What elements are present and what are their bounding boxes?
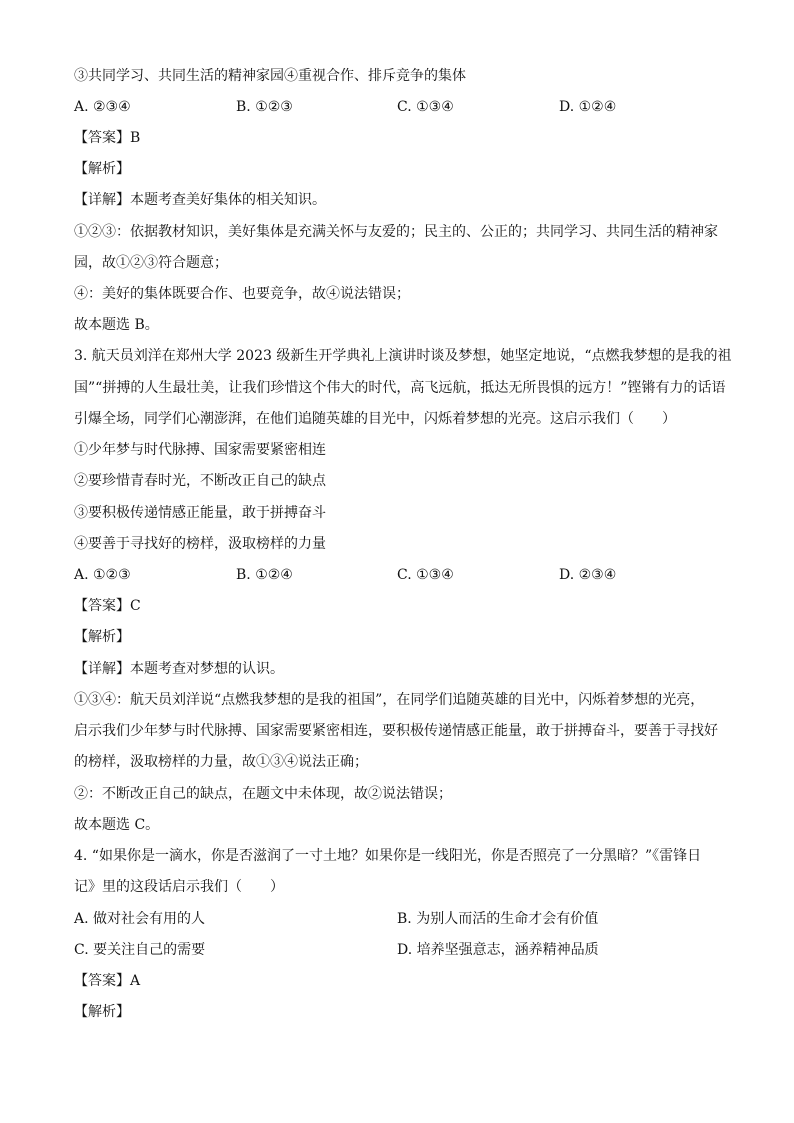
q3-explanation-line: 启示我们少年梦与时代脉搏、国家需要紧密相连，要积极传递情感正能量，敢于拼搏奋斗，要善于寻找好 (74, 723, 718, 739)
q3-option-d: D. ②③④ (559, 567, 617, 583)
q3-statement-1: ①少年梦与时代脉搏、国家需要紧密相连 (74, 442, 326, 458)
q4-stem-line: 4. “如果你是一滴水，你是否滋润了一寸土地？如果你是一线阳光，你是否照亮了一分黑暗？”《雷锋日 (74, 848, 702, 864)
q2-analysis-heading: 【解析】 (74, 161, 130, 177)
q3-stem-line: 引爆全场，同学们心潮澎湃，在他们追随英雄的目光中，闪烁着梦想的光亮。这启示我们（ ） (74, 411, 676, 427)
q4-option-d: D. 培养坚强意志，涵养精神品质 (397, 942, 599, 958)
q2-option-a: A. ②③④ (74, 99, 131, 115)
q3-conclusion: 故本题选 C。 (74, 817, 160, 833)
q4-analysis-heading: 【解析】 (74, 1004, 130, 1020)
q2-explanation-line: ④：美好的集体既要合作、也要竞争，故④说法错误； (74, 286, 410, 302)
q3-stem-line: 国”“拼搏的人生最壮美，让我们珍惜这个伟大的时代，高飞远航，抵达无所畏惧的远方！”铿锵有力的话语 (74, 380, 726, 396)
q3-statement-3: ③要积极传递情感正能量，敢于拼搏奋斗 (74, 505, 326, 521)
q2-explanation-line: 园，故①②③符合题意； (74, 255, 228, 271)
q2-option-d: D. ①②④ (559, 99, 617, 115)
q4-answer: 【答案】A (74, 973, 141, 989)
q4-option-b: B. 为别人而活的生命才会有价值 (397, 911, 599, 927)
q3-statement-4: ④要善于寻找好的榜样，汲取榜样的力量 (74, 536, 326, 552)
q3-explanation-line: ②：不断改正自己的缺点，在题文中未体现，故②说法错误； (74, 786, 452, 802)
q2-explanation-line: ①②③：依据教材知识，美好集体是充满关怀与友爱的；民主的、公正的；共同学习、共同生活的精神家 (74, 224, 718, 240)
q3-stem-line: 3. 航天员刘洋在郑州大学 2023 级新生开学典礼上演讲时谈及梦想，她坚定地说，“点燃我梦想的是我的祖 (74, 348, 732, 364)
q2-item-34: ③共同学习、共同生活的精神家园④重视合作、排斥竞争的集体 (74, 68, 466, 84)
q3-statement-2: ②要珍惜青春时光，不断改正自己的缺点 (74, 473, 326, 489)
q3-detail-heading: 【详解】本题考查对梦想的认识。 (74, 661, 284, 677)
q2-option-c: C. ①③④ (397, 99, 454, 115)
q3-option-a: A. ①②③ (74, 567, 131, 583)
q3-option-c: C. ①③④ (397, 567, 454, 583)
q3-analysis-heading: 【解析】 (74, 629, 130, 645)
q3-explanation-line: 的榜样，汲取榜样的力量，故①③④说法正确； (74, 754, 368, 770)
q2-option-b: B. ①②③ (236, 99, 293, 115)
q3-answer: 【答案】C (74, 598, 141, 614)
q2-conclusion: 故本题选 B。 (74, 317, 159, 333)
q4-option-c: C. 要关注自己的需要 (74, 942, 206, 958)
q2-detail-heading: 【详解】本题考查美好集体的相关知识。 (74, 192, 326, 208)
q2-answer: 【答案】B (74, 130, 141, 146)
q3-option-b: B. ①②④ (236, 567, 293, 583)
q4-option-a: A. 做对社会有用的人 (74, 911, 206, 927)
q3-explanation-line: ①③④：航天员刘洋说“点燃我梦想的是我的祖国”，在同学们追随英雄的目光中，闪烁着梦想的光亮， (74, 692, 705, 708)
q4-stem-line: 记》里的这段话启示我们（ ） (74, 879, 284, 895)
